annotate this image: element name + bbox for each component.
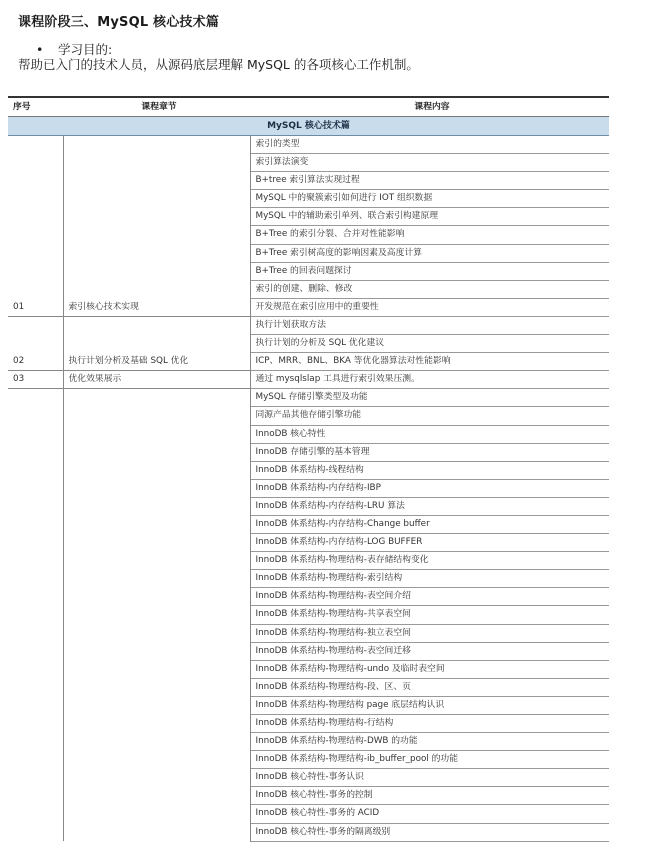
content-item: MySQL 中的聚簇索引如何进行 IOT 组织数据: [250, 190, 609, 208]
content-item: InnoDB 体系结构-物理结构-表空间介绍: [250, 588, 609, 606]
column-header-chapter: 课程章节: [63, 97, 250, 117]
row-number: [8, 534, 63, 552]
chapter-name: [63, 805, 250, 823]
chapter-name: [63, 479, 250, 497]
content-item: 执行计划获取方法: [250, 316, 609, 334]
row-number: [8, 479, 63, 497]
row-number: [8, 805, 63, 823]
content-item: InnoDB 体系结构-物理结构-undo 及临时表空间: [250, 660, 609, 678]
table-row: [8, 642, 609, 660]
table-row: [8, 353, 609, 371]
content-item: InnoDB 体系结构-物理结构-独立表空间: [250, 624, 609, 642]
row-number: [8, 642, 63, 660]
content-item: 开发规范在索引应用中的重要性: [250, 298, 609, 316]
chapter-name: [63, 389, 250, 407]
row-number: [8, 497, 63, 515]
chapter-name: [63, 208, 250, 226]
row-number: [8, 443, 63, 461]
chapter-name: [63, 733, 250, 751]
table-row: [8, 316, 609, 334]
row-number: [8, 751, 63, 769]
row-number: [8, 624, 63, 642]
row-number: [8, 226, 63, 244]
chapter-name: [63, 407, 250, 425]
row-number: [8, 515, 63, 533]
chapter-name: [63, 660, 250, 678]
chapter-name: [63, 715, 250, 733]
table-row: [8, 624, 609, 642]
content-item: InnoDB 体系结构-物理结构-DWB 的功能: [250, 733, 609, 751]
table-row: [8, 787, 609, 805]
table-row: [8, 823, 609, 841]
table-row: [8, 733, 609, 751]
row-number: [8, 389, 63, 407]
content-item: InnoDB 体系结构-物理结构-共享表空间: [250, 606, 609, 624]
table-row: [8, 407, 609, 425]
chapter-name: [63, 823, 250, 841]
bullet-glyph: •: [36, 42, 44, 57]
row-number: [8, 335, 63, 353]
content-item: B+tree 索引算法实现过程: [250, 172, 609, 190]
chapter-name: [63, 606, 250, 624]
table-row: [8, 461, 609, 479]
row-number: [8, 552, 63, 570]
content-item: ICP、MRR、BNL、BKA 等优化器算法对性能影响: [250, 353, 609, 371]
table-row: [8, 208, 609, 226]
section-row: [8, 117, 609, 136]
row-number: [8, 733, 63, 751]
chapter-name: [63, 136, 250, 154]
content-item: InnoDB 体系结构-内存结构-Change buffer: [250, 515, 609, 533]
content-item: 索引的类型: [250, 136, 609, 154]
content-item: InnoDB 体系结构-物理结构-表空间迁移: [250, 642, 609, 660]
content-item: 执行计划的分析及 SQL 优化建议: [250, 335, 609, 353]
chapter-name: 执行计划分析及基础 SQL 优化: [63, 353, 250, 371]
row-number: [8, 172, 63, 190]
chapter-name: [63, 534, 250, 552]
chapter-name: [63, 461, 250, 479]
chapter-name: [63, 570, 250, 588]
table-row: [8, 389, 609, 407]
chapter-name: [63, 588, 250, 606]
chapter-name: [63, 244, 250, 262]
table-row: [8, 190, 609, 208]
table-row: [8, 678, 609, 696]
content-item: InnoDB 核心特性-事务的隔离级别: [250, 823, 609, 841]
chapter-name: [63, 515, 250, 533]
chapter-name: 优化效果展示: [63, 371, 250, 389]
content-item: InnoDB 核心特性-事务的控制: [250, 787, 609, 805]
content-item: InnoDB 核心特性-事务认识: [250, 769, 609, 787]
row-number: [8, 208, 63, 226]
content-item: InnoDB 体系结构-物理结构-段、区、页: [250, 678, 609, 696]
chapter-name: [63, 497, 250, 515]
row-number: [8, 280, 63, 298]
table-row: [8, 660, 609, 678]
table-row: [8, 244, 609, 262]
table-row: [8, 371, 609, 389]
content-item: MySQL 中的辅助索引单列、联合索引构建原理: [250, 208, 609, 226]
content-item: InnoDB 体系结构-内存结构-IBP: [250, 479, 609, 497]
table-row: [8, 335, 609, 353]
content-item: B+Tree 索引树高度的影响因素及高度计算: [250, 244, 609, 262]
goal-description: 帮助已入门的技术人员，从源码底层理解 MySQL 的各项核心工作机制。: [18, 57, 419, 72]
chapter-name: [63, 751, 250, 769]
chapter-name: [63, 552, 250, 570]
table-body: [8, 117, 609, 842]
row-number: [8, 715, 63, 733]
goal-label: 学习目的:: [58, 42, 113, 57]
table-row: [8, 497, 609, 515]
table-row: [8, 154, 609, 172]
content-item: B+Tree 的索引分裂、合并对性能影响: [250, 226, 609, 244]
section-title: MySQL 核心技术篇: [8, 117, 609, 136]
content-item: InnoDB 体系结构-物理结构-ib_buffer_pool 的功能: [250, 751, 609, 769]
row-number: [8, 136, 63, 154]
row-number: [8, 769, 63, 787]
column-header-no: 序号: [8, 97, 63, 117]
table-row: [8, 515, 609, 533]
course-stage-title: 课程阶段三、MySQL 核心技术篇: [18, 15, 220, 30]
table-row: [8, 606, 609, 624]
chapter-name: [63, 425, 250, 443]
table-header-row: [8, 97, 609, 117]
content-item: InnoDB 体系结构-线程结构: [250, 461, 609, 479]
row-number: [8, 244, 63, 262]
content-item: InnoDB 存储引擎的基本管理: [250, 443, 609, 461]
table-row: [8, 136, 609, 154]
chapter-name: [63, 769, 250, 787]
content-item: 索引的创建、删除、修改: [250, 280, 609, 298]
row-number: [8, 461, 63, 479]
table-row: [8, 280, 609, 298]
chapter-name: 索引核心技术实现: [63, 298, 250, 316]
content-item: 通过 mysqlslap 工具进行索引效果压测。: [250, 371, 609, 389]
row-number: [8, 606, 63, 624]
chapter-name: [63, 642, 250, 660]
chapter-name: [63, 787, 250, 805]
row-number: 02: [8, 353, 63, 371]
table-row: [8, 534, 609, 552]
table-row: [8, 769, 609, 787]
chapter-name: [63, 624, 250, 642]
content-item: InnoDB 体系结构-内存结构-LOG BUFFER: [250, 534, 609, 552]
chapter-name: [63, 678, 250, 696]
chapter-name: [63, 696, 250, 714]
row-number: [8, 316, 63, 334]
content-item: MySQL 存储引擎类型及功能: [250, 389, 609, 407]
content-item: B+Tree 的回表问题探讨: [250, 262, 609, 280]
row-number: [8, 660, 63, 678]
row-number: [8, 262, 63, 280]
table-row: [8, 570, 609, 588]
content-item: InnoDB 体系结构-物理结构 page 底层结构认识: [250, 696, 609, 714]
chapter-name: [63, 316, 250, 334]
table-row: [8, 805, 609, 823]
table-row: [8, 172, 609, 190]
row-number: 03: [8, 371, 63, 389]
chapter-name: [63, 226, 250, 244]
table-row: [8, 298, 609, 316]
content-item: InnoDB 核心特性-事务的 ACID: [250, 805, 609, 823]
content-item: 同源产品其他存储引擎功能: [250, 407, 609, 425]
table-row: [8, 479, 609, 497]
table-row: [8, 696, 609, 714]
content-item: InnoDB 体系结构-内存结构-LRU 算法: [250, 497, 609, 515]
row-number: [8, 425, 63, 443]
row-number: [8, 154, 63, 172]
chapter-name: [63, 190, 250, 208]
table-row: [8, 425, 609, 443]
content-item: InnoDB 体系结构-物理结构-索引结构: [250, 570, 609, 588]
table-row: [8, 751, 609, 769]
content-item: InnoDB 体系结构-物理结构-行结构: [250, 715, 609, 733]
table-row: [8, 226, 609, 244]
table-row: [8, 262, 609, 280]
table-row: [8, 588, 609, 606]
row-number: [8, 588, 63, 606]
row-number: [8, 696, 63, 714]
chapter-name: [63, 443, 250, 461]
column-header-content: 课程内容: [250, 97, 609, 117]
table-row: [8, 552, 609, 570]
chapter-name: [63, 335, 250, 353]
row-number: [8, 190, 63, 208]
chapter-name: [63, 262, 250, 280]
table-row: [8, 443, 609, 461]
content-item: InnoDB 体系结构-物理结构-表存储结构变化: [250, 552, 609, 570]
table-row: [8, 715, 609, 733]
row-number: 01: [8, 298, 63, 316]
chapter-name: [63, 172, 250, 190]
row-number: [8, 678, 63, 696]
chapter-name: [63, 154, 250, 172]
row-number: [8, 407, 63, 425]
row-number: [8, 787, 63, 805]
content-item: 索引算法演变: [250, 154, 609, 172]
row-number: [8, 570, 63, 588]
chapter-name: [63, 280, 250, 298]
content-item: InnoDB 核心特性: [250, 425, 609, 443]
course-table: [8, 96, 609, 842]
row-number: [8, 823, 63, 841]
